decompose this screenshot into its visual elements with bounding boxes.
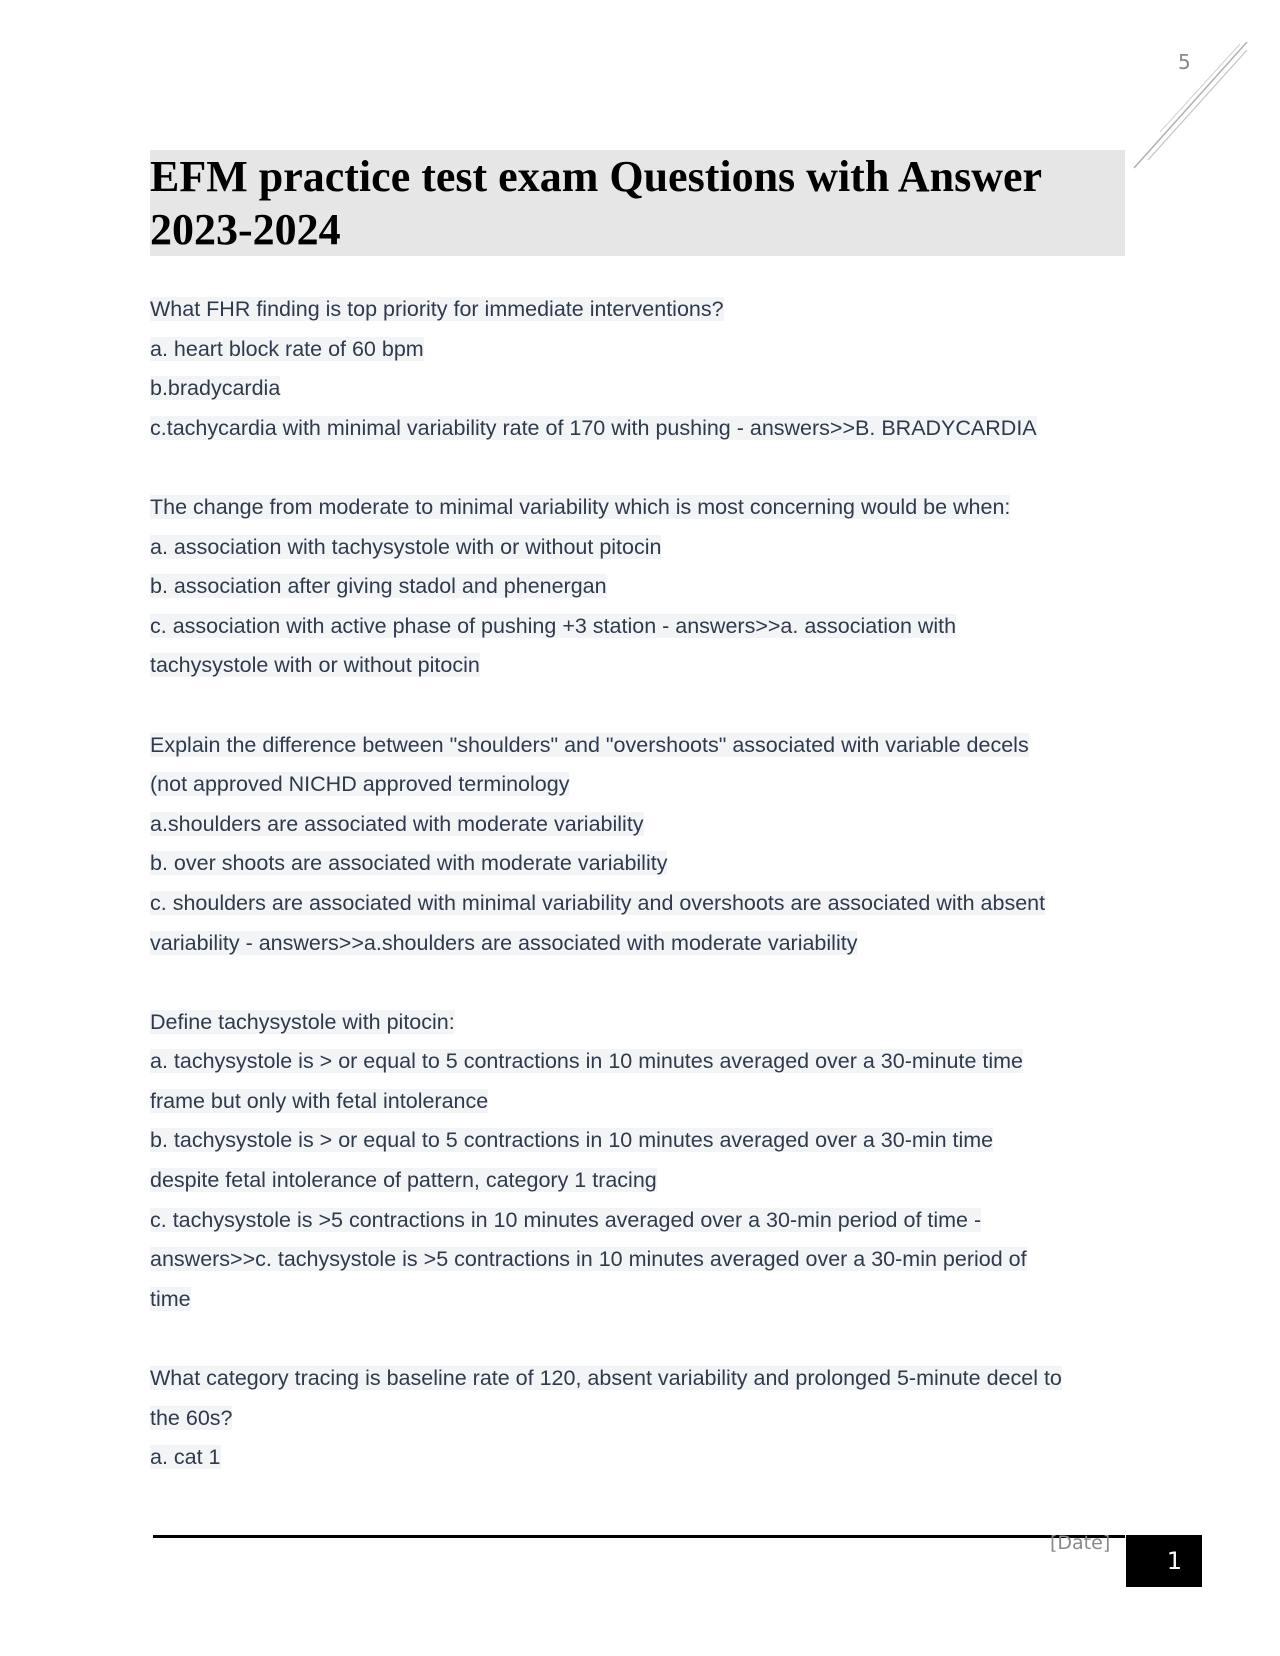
body-line (150, 1042, 1130, 1082)
body-line (150, 1003, 1130, 1043)
body-line (150, 1161, 1130, 1201)
blank-line (150, 686, 1130, 726)
answer-option: c.tachycardia with minimal variability rate of 170 with pushing - answers>>B. BRADYCARDIA (150, 415, 1037, 440)
body-line (150, 884, 1130, 924)
body-line (150, 290, 1130, 330)
question-text: What category tracing is baseline rate of 120, absent variability and prolonged 5-minute decel to (150, 1366, 1062, 1391)
question-text: Define tachysystole with pitocin: (150, 1009, 455, 1034)
body-line (150, 646, 1130, 686)
answer-option: a. association with tachysystole with or without pitocin (150, 534, 662, 559)
body-line (150, 607, 1130, 647)
answer-option: tachysystole with or without pitocin (150, 653, 480, 678)
body-line (150, 330, 1130, 370)
answer-option: time (150, 1286, 191, 1311)
answer-option: a. tachysystole is > or equal to 5 contractions in 10 minutes averaged over a 30-minute time (150, 1049, 1024, 1074)
answer-option: b.bradycardia (150, 376, 281, 401)
corner-line-3 (1160, 44, 1240, 132)
body-line (150, 844, 1130, 884)
corner-line-2 (1148, 50, 1247, 160)
body-line (150, 1280, 1130, 1320)
page-title-line-1: EFM practice test exam Questions with Answer (150, 152, 1043, 201)
page-title (150, 150, 1125, 256)
footer-page-number: 1 (1126, 1535, 1202, 1587)
body-line (150, 765, 1130, 805)
answer-option: c. shoulders are associated with minimal variability and overshoots are associated with absent (150, 890, 1046, 915)
body-line (150, 528, 1130, 568)
answer-option: a.shoulders are associated with moderate variability (150, 811, 644, 836)
corner-line-1 (1134, 42, 1247, 168)
body-line (150, 369, 1130, 409)
answer-option: answers>>c. tachysystole is >5 contractions in 10 minutes averaged over a 30-min period of (150, 1247, 1027, 1272)
question-text: What FHR finding is top priority for immediate interventions? (150, 297, 724, 321)
blank-line (150, 963, 1130, 1003)
answer-option: b. tachysystole is > or equal to 5 contractions in 10 minutes averaged over a 30-min time (150, 1128, 994, 1153)
body-line (150, 1359, 1130, 1399)
answer-option: variability - answers>>a.shoulders are associated with moderate variability (150, 930, 858, 955)
header-page-number: 5 (1178, 50, 1191, 74)
question-text: The change from moderate to minimal variability which is most concerning would be when: (150, 494, 1011, 519)
answer-option: c. tachysystole is >5 contractions in 10 minutes averaged over a 30-min period of time - (150, 1207, 982, 1232)
answer-option: despite fetal intolerance of pattern, category 1 tracing (150, 1168, 657, 1193)
answer-option: b. association after giving stadol and phenergan (150, 574, 607, 599)
answer-option: a. cat 1 (150, 1445, 221, 1470)
blank-line (150, 1319, 1130, 1359)
body-line (150, 1438, 1130, 1478)
document-body (150, 290, 1130, 1478)
body-line (150, 726, 1130, 766)
body-line (150, 1399, 1130, 1439)
body-line (150, 567, 1130, 607)
answer-option: c. association with active phase of pushing +3 station - answers>>a. association with (150, 613, 957, 638)
body-line (150, 409, 1130, 449)
answer-option: b. over shoots are associated with moderate variability (150, 851, 668, 876)
body-line (150, 924, 1130, 964)
blank-line (150, 448, 1130, 488)
question-text: Explain the difference between "shoulders" and "overshoots" associated with variable decels (150, 732, 1029, 757)
question-text: (not approved NICHD approved terminology (150, 772, 570, 797)
footer-divider (153, 1535, 1125, 1538)
question-text: the 60s? (150, 1405, 233, 1430)
body-line (150, 488, 1130, 528)
body-line (150, 1121, 1130, 1161)
title-block (150, 150, 1125, 256)
body-line (150, 1201, 1130, 1241)
corner-line-decoration (1120, 40, 1250, 170)
body-line (150, 1240, 1130, 1280)
answer-option: a. heart block rate of 60 bpm (150, 336, 424, 361)
page-title-line-2: 2023-2024 (150, 205, 341, 254)
body-line (150, 805, 1130, 845)
footer-date-placeholder: [Date] (1050, 1532, 1111, 1554)
body-line (150, 1082, 1130, 1122)
answer-option: frame but only with fetal intolerance (150, 1088, 489, 1113)
